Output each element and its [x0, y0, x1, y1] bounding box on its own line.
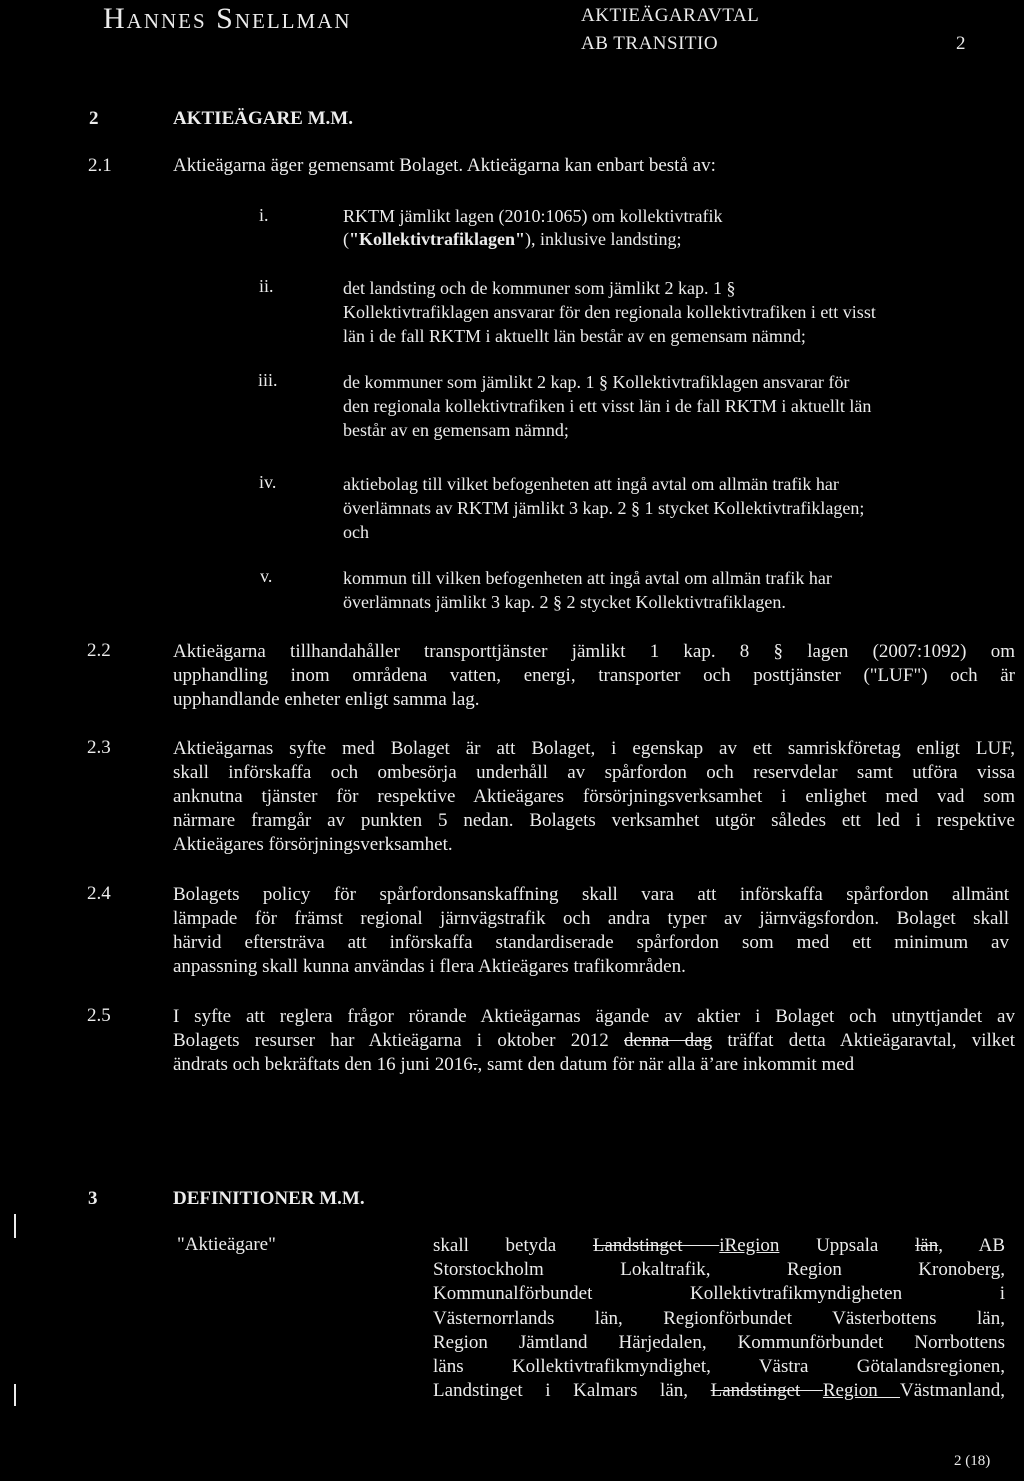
deleted-text: Landstinget — [710, 1380, 823, 1402]
list-item-line: aktiebolag till vilket befogenheten att ingå avtal om allmän trafik har — [343, 474, 839, 494]
text-line — [433, 1379, 1005, 1403]
deleted-text: . — [472, 1054, 478, 1075]
list-item — [343, 370, 871, 442]
deleted-text: denna dag — [623, 1030, 713, 1051]
document-title: AKTIEÄGARAVTAL — [581, 5, 760, 26]
list-marker: ii. — [259, 276, 274, 296]
text-segment: Västmanland, — [900, 1380, 1006, 1402]
header-page-number: 2 — [956, 33, 966, 54]
text-line: anpassning skall kunna användas i flera Aktieägares trafikområden. — [173, 956, 686, 977]
text-segment: Bolagets resurser har Aktieägarna i oktober 2012 — [173, 1030, 624, 1051]
text-line: Storstockholm Lokaltrafik, Region Kronoberg, — [433, 1259, 1005, 1281]
clause-text — [173, 737, 1015, 857]
list-item-line: överlämnats jämlikt 3 kap. 2 § 2 stycket Kollektivtrafiklagen. — [343, 592, 786, 612]
text-line — [433, 1234, 1005, 1258]
list-item-line: överlämnats av RKTM jämlikt 3 kap. 2 § 1 stycket Kollektivtrafiklagen; — [343, 498, 865, 518]
text-line: läns Kollektivtrafikmyndighet, Västra Götalandsregionen, — [433, 1356, 1005, 1378]
list-item-line: län i de fall RKTM i aktuellt län består av en gemensam nämnd; — [343, 326, 806, 346]
list-item-line: Kollektivtrafiklagen ansvarar för den regionala kollektivtrafiken i ett visst — [343, 302, 876, 322]
list-marker: v. — [260, 566, 273, 586]
text-segment: träffat detta Aktieägaravtal, vilket — [712, 1030, 1015, 1051]
text-segment: skall betyda — [433, 1235, 593, 1256]
text-line: upphandling inom områdena vatten, energi, transporter och posttjänster ("LUF") och är — [173, 665, 1015, 686]
list-item-line: RKTM jämlikt lagen (2010:1065) om kollektivtrafik — [343, 206, 723, 226]
clause-number: 2.1 — [88, 155, 112, 176]
text-line — [173, 1029, 1015, 1053]
definition-text — [433, 1234, 1005, 1403]
law-firm-logo: Hannes Snellman — [103, 2, 352, 35]
text-line: skall införskaffa och ombesörja underhåll av spårfordon och reservdelar samt utföra vissa — [173, 762, 1015, 783]
clause-number: 2.4 — [87, 883, 111, 904]
list-item-line: ("Kollektivtrafiklagen"), inklusive landsting; — [343, 229, 682, 249]
text-line: Aktieägarnas syfte med Bolaget är att Bolaget, i egenskap av ett samriskföretag enligt LUF, — [173, 738, 1015, 759]
inserted-text: iRegion — [719, 1235, 780, 1256]
text-line: anknutna tjänster för respektive Aktieägares försörjningsverksamhet i enlighet med vad som — [173, 786, 1015, 807]
clause-number: 2.5 — [87, 1005, 111, 1026]
footer-page-count: 2 (18) — [954, 1453, 991, 1469]
text-line: Aktieägares försörjningsverksamhet. — [173, 834, 453, 855]
list-item-line: de kommuner som jämlikt 2 kap. 1 § Kollektivtrafiklagen ansvarar för — [343, 372, 850, 392]
text-line: Region Jämtland Härjedalen, Kommunförbundet Norrbottens — [433, 1331, 1005, 1353]
list-item-line: och — [343, 522, 369, 542]
deleted-text: län — [915, 1235, 939, 1256]
list-item-line: kommun till vilken befogenheten att ingå avtal om allmän trafik har — [343, 568, 832, 588]
list-marker: i. — [259, 205, 269, 225]
definition-term: "Aktieägare" — [177, 1234, 276, 1255]
list-item — [343, 566, 832, 614]
list-marker: iv. — [259, 472, 277, 492]
deleted-text: Landstinget — [592, 1235, 720, 1256]
inserted-text: Region — [822, 1380, 900, 1402]
clause-number: 2.2 — [87, 640, 111, 661]
clause-text — [173, 1005, 1015, 1077]
text-line: Kommunalförbundet Kollektivtrafikmyndigheten i — [433, 1283, 1005, 1305]
text-segment: ändrats och bekräftats den 16 juni 2016 — [173, 1054, 473, 1075]
list-item-line: består av en gemensam nämnd; — [343, 420, 569, 440]
list-item — [343, 276, 876, 348]
text-segment: , samt den datum för när alla ä’are inkommit med — [477, 1054, 855, 1075]
clause-number: 2.3 — [87, 737, 111, 758]
clause-text: Aktieägarna äger gemensamt Bolaget. Aktieägarna kan enbart bestå av: — [173, 155, 716, 176]
text-line: upphandlande enheter enligt samma lag. — [173, 689, 480, 710]
text-segment: , AB — [938, 1235, 1005, 1256]
text-segment: Landstinget i Kalmars län, — [433, 1380, 711, 1402]
text-line: Bolagets policy för spårfordonsanskaffning skall vara att införskaffa spårfordon allmänt — [173, 884, 1009, 905]
list-marker: iii. — [258, 370, 278, 390]
list-item — [343, 472, 864, 544]
text-line: närmare framgår av punkten 5 nedan. Bolagets verksamhet utgör således ett led i respektive — [173, 810, 1015, 831]
list-item-line: det landsting och de kommuner som jämlikt 2 kap. 1 § — [343, 278, 736, 298]
revision-bar — [14, 1214, 16, 1238]
list-item-line: den regionala kollektivtrafiken i ett visst län i de fall RKTM i aktuellt län — [343, 396, 872, 416]
document-subtitle: AB TRANSITIO — [581, 33, 719, 54]
section-heading: DEFINITIONER M.M. — [173, 1188, 365, 1209]
text-line — [173, 1053, 1015, 1077]
text-line: I syfte att reglera frågor rörande Aktieägarnas ägande av aktier i Bolaget och utnyttjandet av — [173, 1006, 1015, 1027]
section-heading: AKTIEÄGARE M.M. — [173, 108, 353, 129]
section-number: 3 — [88, 1188, 98, 1209]
text-segment: Uppsala — [779, 1235, 916, 1256]
text-line: Aktieägarna tillhandahåller transporttjänster jämlikt 1 kap. 8 § lagen (2007:1092) om — [173, 641, 1015, 662]
list-item — [343, 205, 722, 251]
text-line: härvid eftersträva att införskaffa standardiserade spårfordon som med ett minimum av — [173, 932, 1009, 953]
text-line: Västernorrlands län, Regionförbundet Västerbottens län, — [433, 1307, 1005, 1329]
section-number: 2 — [89, 108, 99, 129]
revision-bar — [14, 1384, 16, 1406]
text-line: lämpade för främst regional järnvägstrafik och andra typer av järnvägsfordon. Bolaget skall — [173, 908, 1009, 929]
clause-text — [173, 640, 1015, 712]
clause-text — [173, 883, 1009, 979]
